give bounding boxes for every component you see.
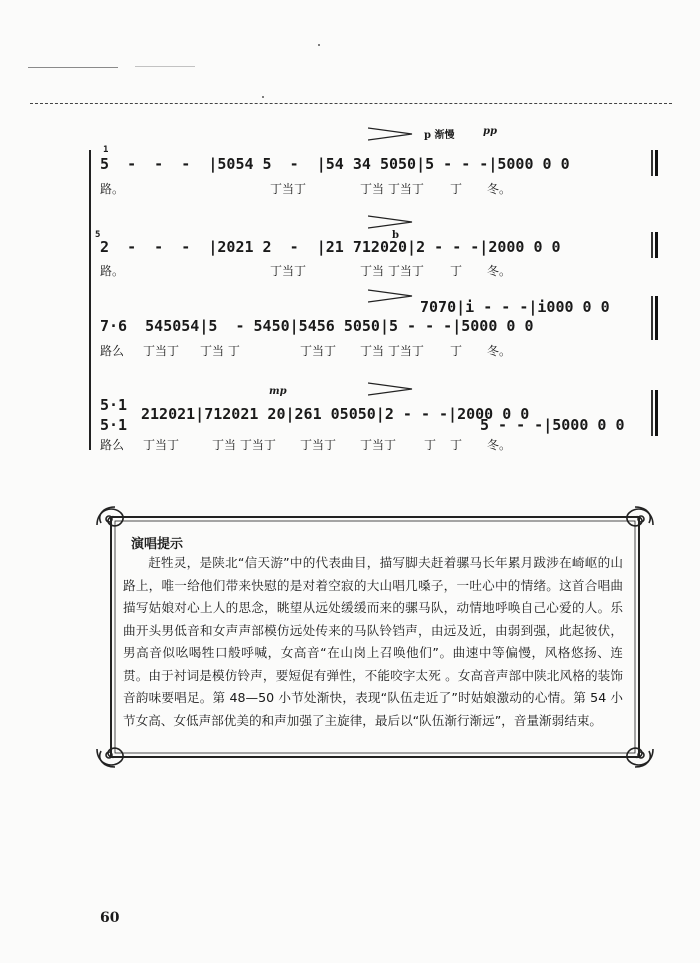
key-mark: 1 — [103, 145, 109, 155]
dynamic-p-slow: p 渐慢 — [424, 130, 455, 141]
lyric: 丁当 丁当丁 — [360, 264, 424, 278]
lyric: 丁当 丁 — [200, 344, 240, 358]
lyric: 丁 — [450, 182, 463, 196]
lyric: 丁当丁 — [300, 344, 337, 358]
page-number: 60 — [100, 910, 120, 926]
score-brace — [89, 150, 91, 450]
lyric: 丁 — [450, 264, 463, 278]
lyric: 丁当丁 — [143, 344, 180, 358]
final-barline — [655, 390, 658, 436]
lyric-start: 路么 — [100, 438, 125, 452]
lyric-start: 路。 — [100, 264, 125, 278]
lyric: 冬。 — [487, 182, 512, 196]
scan-dot — [318, 44, 320, 46]
performance-tips-box — [93, 503, 657, 771]
dynamic-mp: mp — [269, 386, 287, 397]
notation-line: 5 - - - |5054 5 - |54 34 5050|5 - - -|5000 0 0 — [100, 155, 570, 173]
box-paragraph: 赶牲灵，是陕北“信天游”中的代表曲目，描写脚夫赶着骡马长年累月跋涉在崎岖的山路上，唯一给他们带来快慰的是对着空寂的大山唱几嗓子，一吐心中的情绪。这首合唱曲描写姑娘对心上人的思念，眺望从远处缓缓而来的骡马队，动情地呼唤自己心爱的人。乐曲开头男低音和女声声部模仿远处传来的马队铃铛声，由远及近，由弱到强，此起彼伏，男高音似吆喝牲口般呼喊，女高音“在山岗上召唤他们”。曲速中等偏慢，风格悠扬、连贯。由于衬词是模仿铃声，要短促有弹性，不能咬字太死 。女高音声部中陕北风格的装饰音韵味要唱足。第 48—50 小节处渐快，表现“队伍走近了”时姑娘激动的心情。第 54 小节女高、女低声部优美的和声加强了主旋律，最后以“队伍渐行渐远”，音量渐弱结束。 — [123, 555, 623, 728]
header-rule — [30, 103, 672, 104]
final-barline — [651, 150, 653, 176]
notation-line: 2 - - - |2021 2 - |21 712020|2 - - -|2000 0 0 — [100, 238, 561, 256]
lyric-start: 路么 — [100, 344, 125, 358]
scan-noise — [135, 66, 195, 67]
decrescendo-hairpin — [368, 382, 414, 396]
flat-sign: b — [392, 230, 399, 241]
lyric: 丁当丁 — [270, 264, 307, 278]
lyric: 丁当丁 — [143, 438, 180, 452]
lyric: 丁当丁 — [300, 438, 337, 452]
decrescendo-hairpin — [368, 215, 414, 229]
lyric: 丁 — [450, 344, 463, 358]
final-barline — [651, 232, 653, 258]
final-barline — [655, 232, 658, 258]
lyric: 丁当 丁当丁 — [360, 182, 424, 196]
lyric: 丁当 丁当丁 — [212, 438, 276, 452]
final-barline — [651, 390, 653, 436]
lyric: 冬。 — [487, 438, 512, 452]
lyric: 丁当丁 — [270, 182, 307, 196]
notation-upper: 5·1 — [100, 396, 128, 414]
lyric: 冬。 — [487, 264, 512, 278]
box-title: 演唱提示 — [131, 537, 184, 552]
final-barline — [655, 150, 658, 176]
lyric: 丁当 丁当丁 — [360, 344, 424, 358]
lyric: 丁 — [450, 438, 463, 452]
final-barline — [651, 296, 653, 340]
lyric: 冬。 — [487, 344, 512, 358]
scan-noise — [28, 67, 118, 68]
lyric: 丁当丁 — [360, 438, 397, 452]
lyric-start: 路。 — [100, 182, 125, 196]
decrescendo-hairpin — [368, 127, 414, 141]
decrescendo-hairpin — [368, 289, 414, 303]
key-mark: 5 — [95, 230, 101, 240]
scan-dot — [262, 96, 264, 98]
box-body — [123, 552, 623, 732]
notation-lower: 5·1 — [100, 416, 128, 434]
notation-line: 212021|712021 20|261 05050|2 - - -|2000 0 0 — [141, 405, 530, 423]
dynamic-pp: pp — [483, 126, 497, 137]
notation-line: 7·6 545054|5 - 5450|5456 5050|5 - - -|5000 0 0 — [100, 317, 534, 335]
notation-lower-end: 5 - - -|5000 0 0 — [480, 416, 625, 434]
lyric: 丁 — [424, 438, 437, 452]
final-barline — [655, 296, 658, 340]
notation-line-upper: 7070|i - - -|i000 0 0 — [420, 298, 610, 316]
